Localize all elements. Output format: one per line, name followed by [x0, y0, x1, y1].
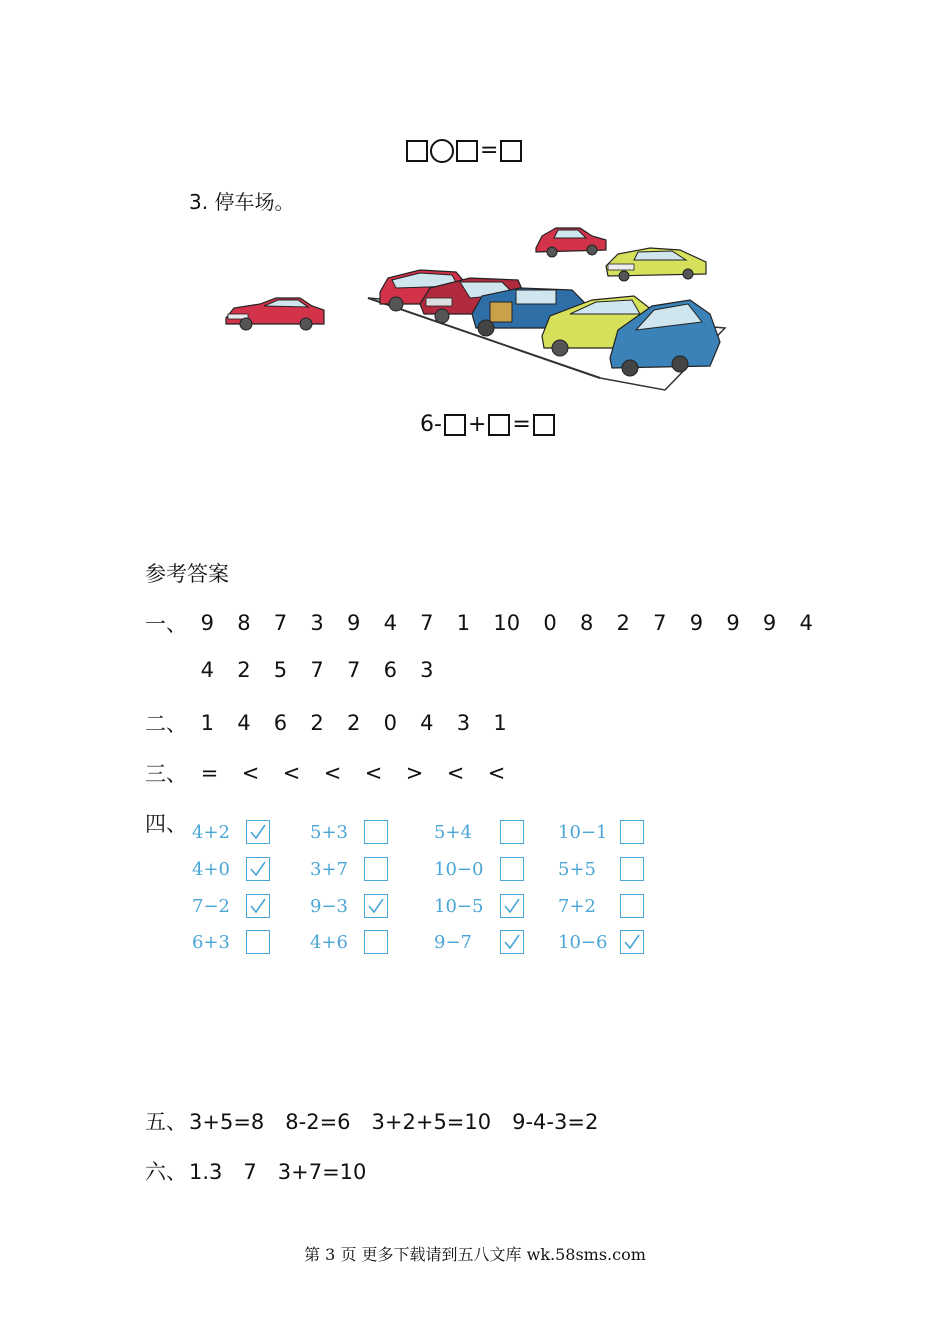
checkmark-icon — [623, 933, 641, 951]
part-prefix: 二、 — [145, 712, 187, 736]
checkmark-icon — [367, 897, 385, 915]
check-item — [434, 857, 524, 881]
empty-box-icon[interactable] — [364, 820, 388, 844]
answer-text: 1.3 7 3+7=10 — [189, 1160, 367, 1184]
car-red-left-icon — [226, 298, 324, 330]
part-prefix: 四、 — [145, 812, 187, 836]
answer-value: 5 — [273, 658, 288, 682]
answer-text: 3+5=8 8-2=6 3+2+5=10 9-4-3=2 — [189, 1110, 599, 1134]
check-item — [434, 930, 524, 954]
answer-part-6 — [145, 1156, 366, 1186]
blank-box[interactable] — [456, 140, 478, 162]
formula-blank-line-1 — [406, 139, 522, 163]
empty-box-icon[interactable] — [364, 857, 388, 881]
answer-value: 9 — [200, 611, 214, 635]
answer-value: < — [487, 761, 506, 785]
answer-value: 7 — [346, 658, 361, 682]
answer-value: 4 — [200, 658, 214, 682]
plus-sign: + — [467, 412, 487, 437]
checked-box-icon[interactable] — [620, 930, 644, 954]
answer-value: 1 — [200, 711, 214, 735]
answer-value: 0 — [383, 711, 397, 735]
answer-value: < — [446, 761, 465, 785]
answer-value: 9 — [726, 611, 740, 635]
answer-value: 2 — [346, 711, 361, 735]
check-expression: 10−1 — [558, 821, 608, 843]
answer-value: < — [241, 761, 260, 785]
answer-value: 9 — [346, 611, 361, 635]
check-expression: 10−5 — [434, 895, 484, 917]
empty-box-icon[interactable] — [246, 930, 270, 954]
check-item — [310, 930, 388, 954]
check-expression: 7+2 — [558, 895, 596, 917]
check-item — [192, 894, 270, 918]
answer-value: 8 — [237, 611, 251, 635]
operator-circle[interactable] — [430, 139, 454, 163]
answer-value: 10 — [493, 611, 521, 635]
check-expression: 10−0 — [434, 858, 484, 880]
parking-lot-illustration — [220, 218, 730, 396]
check-item — [558, 857, 644, 881]
answer-value: 1 — [493, 711, 507, 735]
empty-box-icon[interactable] — [364, 930, 388, 954]
answer-values — [189, 611, 825, 635]
answer-value: 6 — [383, 658, 397, 682]
answer-value: 4 — [420, 711, 434, 735]
checked-box-icon[interactable] — [246, 820, 270, 844]
check-expression: 5+5 — [558, 858, 596, 880]
empty-box-icon[interactable] — [500, 820, 524, 844]
answer-part-1-row-2 — [189, 658, 445, 682]
check-item — [434, 894, 524, 918]
empty-box-icon[interactable] — [620, 857, 644, 881]
answer-value: 7 — [310, 658, 324, 682]
checked-box-icon[interactable] — [246, 857, 270, 881]
answer-value: 2 — [616, 611, 630, 635]
answer-value: 9 — [762, 611, 777, 635]
part-prefix: 五、 — [145, 1110, 187, 1134]
answer-value: 4 — [799, 611, 813, 635]
empty-box-icon[interactable] — [500, 857, 524, 881]
answer-value: 3 — [310, 611, 324, 635]
check-expression: 5+3 — [310, 821, 348, 843]
check-expression: 9−3 — [310, 895, 348, 917]
car-red-top-icon — [536, 228, 606, 257]
answer-part-1-row-1 — [145, 608, 825, 638]
answer-value: 4 — [237, 711, 251, 735]
equals-sign: = — [512, 412, 531, 437]
checked-box-icon[interactable] — [500, 894, 524, 918]
checkmark-icon — [249, 823, 267, 841]
answer-value: 3 — [420, 658, 434, 682]
answer-value: 7 — [420, 611, 434, 635]
answer-value: 6 — [273, 711, 288, 735]
checkmark-icon — [503, 897, 521, 915]
checkmark-icon — [249, 860, 267, 878]
blank-box[interactable] — [533, 414, 555, 436]
answer-value: < — [364, 761, 383, 785]
check-expression: 6+3 — [192, 931, 230, 953]
check-expression: 4+0 — [192, 858, 230, 880]
blank-box[interactable] — [488, 414, 510, 436]
empty-box-icon[interactable] — [620, 820, 644, 844]
checked-box-icon[interactable] — [246, 894, 270, 918]
answer-part-3 — [145, 758, 517, 788]
check-item — [434, 820, 524, 844]
page-footer: 第 3 页 更多下载请到五八文库 wk.58sms.com — [304, 1245, 646, 1264]
blank-box[interactable] — [500, 140, 522, 162]
checkmark-icon — [503, 933, 521, 951]
answer-value: 2 — [310, 711, 324, 735]
answer-value: 7 — [653, 611, 667, 635]
answer-value: < — [323, 761, 342, 785]
answer-values — [189, 711, 518, 735]
part-prefix: 三、 — [145, 762, 187, 786]
formula-blank-line-2 — [420, 414, 555, 436]
answer-value: = — [200, 761, 219, 785]
answer-part-5 — [145, 1106, 598, 1136]
question-3-title: 3. 停车场。 — [189, 190, 295, 214]
check-expression: 7−2 — [192, 895, 230, 917]
check-expression: 10−6 — [558, 931, 608, 953]
check-item — [558, 930, 644, 954]
answer-value: 9 — [689, 611, 704, 635]
answer-value: > — [405, 761, 424, 785]
check-item — [192, 857, 270, 881]
answer-value: 1 — [456, 611, 471, 635]
blank-box[interactable] — [444, 414, 466, 436]
check-expression: 9−7 — [434, 931, 472, 953]
check-item — [310, 894, 388, 918]
answer-part-4-label — [145, 808, 189, 838]
check-item — [310, 857, 388, 881]
check-item — [558, 820, 644, 844]
empty-box-icon[interactable] — [620, 894, 644, 918]
part-prefix: 一、 — [145, 612, 187, 636]
check-expression: 3+7 — [310, 858, 348, 880]
check-item — [558, 894, 644, 918]
answer-value: < — [282, 761, 301, 785]
answer-part-2 — [145, 708, 518, 738]
answer-value: 2 — [237, 658, 251, 682]
check-item — [192, 820, 270, 844]
answer-value: 3 — [456, 711, 471, 735]
answer-values — [189, 658, 445, 682]
answer-values — [189, 761, 517, 785]
equals-sign: = — [480, 138, 499, 163]
check-expression: 4+2 — [192, 821, 230, 843]
answer-value: 4 — [383, 611, 397, 635]
answer-value: 8 — [579, 611, 594, 635]
answer-value: 7 — [273, 611, 288, 635]
formula-start: 6- — [420, 412, 442, 437]
answer-value: 0 — [543, 611, 557, 635]
checkmark-icon — [249, 897, 267, 915]
answers-heading: 参考答案 — [145, 562, 229, 586]
checked-box-icon[interactable] — [500, 930, 524, 954]
check-item — [310, 820, 388, 844]
car-yellow-top-icon — [606, 248, 706, 281]
check-answer-grid — [192, 820, 662, 965]
blank-box[interactable] — [406, 140, 428, 162]
check-item — [192, 930, 270, 954]
check-expression: 4+6 — [310, 931, 348, 953]
checked-box-icon[interactable] — [364, 894, 388, 918]
part-prefix: 六、 — [145, 1160, 187, 1184]
check-expression: 5+4 — [434, 821, 472, 843]
